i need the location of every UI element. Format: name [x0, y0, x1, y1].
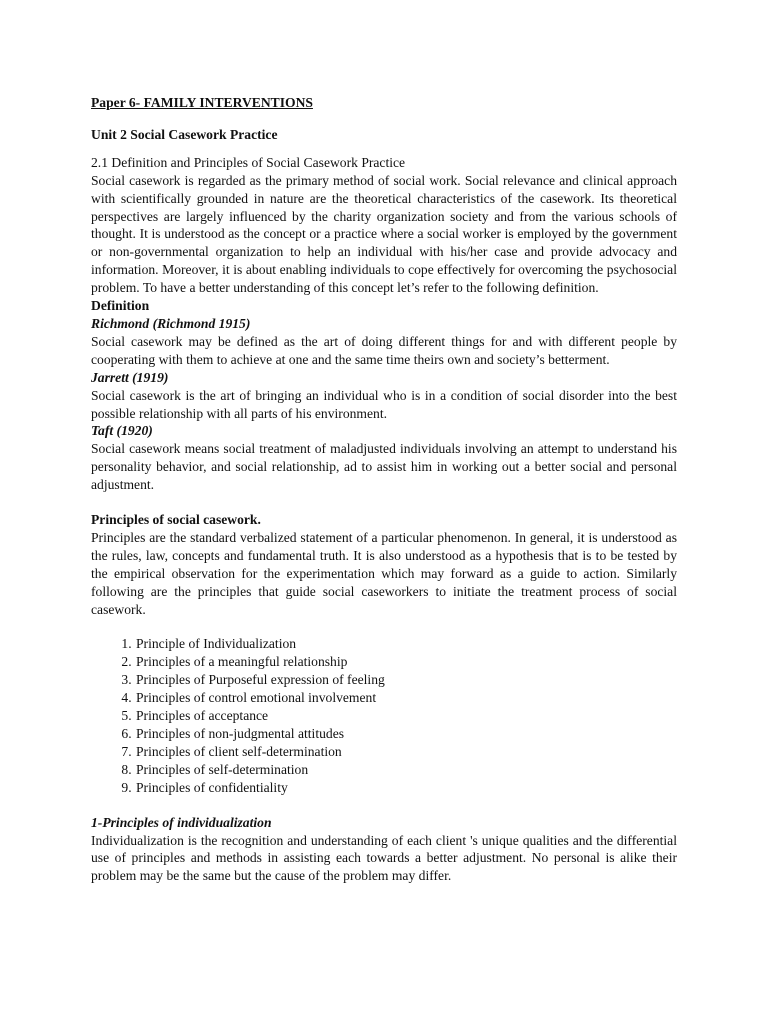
principles-heading: Principles of social casework. [91, 512, 261, 528]
unit-title: Unit 2 Social Casework Practice [91, 126, 278, 142]
definition-author: Jarrett (1919) [91, 369, 169, 385]
list-item: 3. Principles of Purposeful expression of feeling [135, 671, 677, 689]
definition-text: Social casework means social treatment of maladjusted individuals involving an attempt to understand his personality behavior, and social relationship, ad to assist him in working out a better social and personal adjustment. [91, 441, 677, 493]
list-item: 4. Principles of control emotional involvement [135, 689, 677, 707]
definition-heading: Definition [91, 298, 150, 314]
list-item: 7. Principles of client self-determination [135, 743, 677, 761]
individualization-heading: 1-Principles of individualization [91, 814, 272, 830]
definition-text: Social casework is the art of bringing an individual who is in a condition of social disorder into the best possible relationship with all parts of his environment. [91, 387, 677, 421]
list-item: 6. Principles of non-judgmental attitudes [135, 725, 677, 743]
definition-author: Taft (1920) [91, 423, 153, 439]
document-page [91, 94, 677, 885]
spacer [91, 618, 677, 635]
list-item: 8. Principles of self-determination [135, 761, 677, 779]
document-title: Paper 6- FAMILY INTERVENTIONS [91, 95, 313, 110]
list-item: 5. Principles of acceptance [135, 707, 677, 725]
section-heading: 2.1 Definition and Principles of Social Casework Practice [91, 154, 406, 170]
spacer [91, 797, 677, 814]
list-item: 2. Principles of a meaningful relationship [135, 653, 677, 671]
principles-intro: Principles are the standard verbalized statement of a particular phenomenon. In general, it is understood as the rules, law, concepts and fundamental truth. It is also understood as a hypothesis that is to be tested by the empirical observation for the experimentation which may forward as a guide to action. Similarly following are the principles that guide social caseworkers to initiate the treatment process of social casework. [91, 529, 677, 617]
spacer [91, 494, 677, 511]
individualization-paragraph: Individualization is the recognition and understanding of each client 's unique qualities and the differential use of principles and methods in assisting each towards a better adjustment. No personal is alike their problem may be the same but the cause of the problem may differ. [91, 832, 677, 884]
principles-list [91, 635, 677, 796]
definition-text: Social casework may be defined as the art of doing different things for and with different people by cooperating with them to achieve at one and the same time theirs own and society’s betterment. [91, 333, 677, 367]
list-item: 1. Principle of Individualization [135, 635, 677, 653]
definition-author: Richmond (Richmond 1915) [91, 315, 251, 331]
intro-paragraph: Social casework is regarded as the primary method of social work. Social relevance and clinical approach with scientifically grounded in nature are the theoretical characteristics of the casework. Its theoretical perspectives are largely influenced by the charity organization society and from the various schools of thought. It is understood as the concept or a practice where a social worker is employed by the government or non-governmental organization to help an individual with his/her case and provide advocacy and information. Moreover, it is about enabling individuals to cope effectively for overcoming the psychosocial problem. To have a better understanding of this concept let’s refer to the following definition. [91, 172, 677, 296]
list-item: 9. Principles of confidentiality [135, 779, 677, 797]
